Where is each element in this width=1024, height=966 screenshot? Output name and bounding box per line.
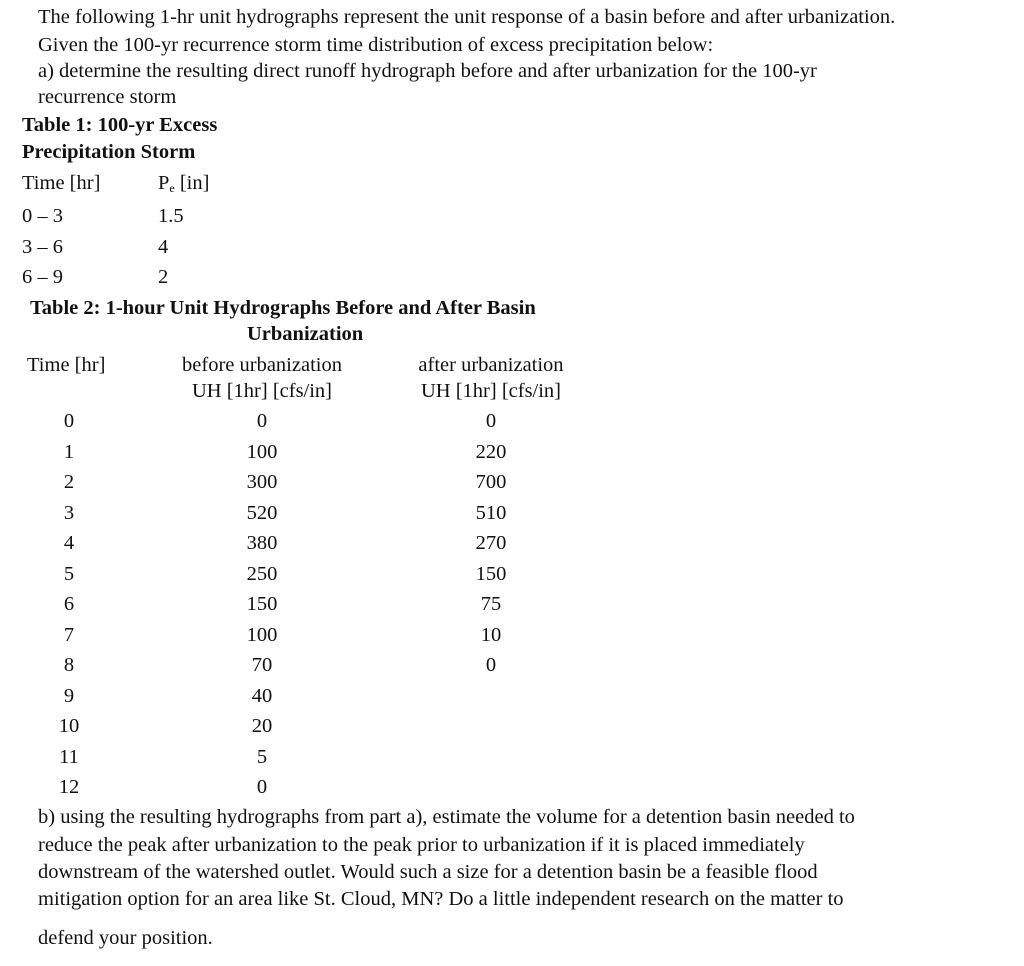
table2-row-after: 700 — [475, 471, 507, 493]
intro-line-1: The following 1-hr unit hydrographs represent the unit response of a basin before and after urbanization. — [38, 6, 896, 28]
table2-row-after: 270 — [475, 532, 507, 554]
table1-header-pe-subscript: e — [169, 181, 175, 195]
part-b-line-3: downstream of the watershed outlet. Would such a size for a detention basin be a feasible flood — [38, 861, 818, 883]
table1-row-time: 6 – 9 — [22, 266, 63, 288]
table2-row-after: 510 — [475, 502, 507, 524]
table2-row-before: 100 — [246, 624, 278, 646]
table2-title-line-2: Urbanization — [247, 323, 364, 345]
table2-row-after: 75 — [480, 593, 502, 615]
table2-row-before: 0 — [256, 410, 268, 432]
table2-header-before-2: UH [1hr] [cfs/in] — [191, 380, 333, 402]
table1-title-line-1: Table 1: 100-yr Excess — [22, 114, 218, 136]
table2-row-before: 40 — [251, 685, 273, 707]
table2-row-before: 250 — [246, 563, 278, 585]
table2-row-time: 8 — [63, 654, 75, 676]
table1-title-line-2: Precipitation Storm — [22, 141, 196, 163]
table2-row-time: 7 — [63, 624, 75, 646]
table2-row-time: 6 — [63, 593, 75, 615]
table1-row-time: 3 – 6 — [22, 236, 63, 258]
table2-row-after: 220 — [475, 441, 507, 463]
table2-row-after: 0 — [485, 654, 497, 676]
table2-row-before: 20 — [251, 715, 273, 737]
part-b-line-4: mitigation option for an area like St. Cloud, MN? Do a little independent research on the matter to — [38, 888, 844, 910]
table2-row-time: 5 — [63, 563, 75, 585]
part-b-line-5: defend your position. — [38, 927, 213, 949]
intro-line-2: Given the 100-yr recurrence storm time distribution of excess precipitation below: — [38, 34, 714, 56]
table2-row-after: 10 — [480, 624, 502, 646]
table2-row-time: 9 — [63, 685, 75, 707]
table2-header-before-1: before urbanization — [182, 354, 342, 376]
table1-header-time: Time [hr] — [22, 172, 101, 194]
table2-row-before: 300 — [246, 471, 278, 493]
part-a-line-2: recurrence storm — [38, 86, 177, 108]
table2-row-after: 0 — [485, 410, 497, 432]
part-a-line-1: a) determine the resulting direct runoff hydrograph before and after urbanization for the 100-yr — [38, 60, 817, 82]
table1-row-pe: 4 — [158, 236, 169, 258]
table2-row-before: 150 — [246, 593, 278, 615]
table2-header-time: Time [hr] — [27, 354, 106, 376]
table1-row-pe: 1.5 — [158, 205, 184, 227]
table1-header-pe-symbol: P — [158, 172, 170, 194]
table2-row-time: 3 — [63, 502, 75, 524]
part-b-line-2: reduce the peak after urbanization to the peak prior to urbanization if it is placed immediately — [38, 834, 805, 856]
table2-row-before: 520 — [246, 502, 278, 524]
table2-row-time: 2 — [63, 471, 75, 493]
table2-row-time: 10 — [58, 715, 80, 737]
table1-row-time: 0 – 3 — [22, 205, 63, 227]
table2-row-time: 4 — [63, 532, 75, 554]
table2-header-after-2: UH [1hr] [cfs/in] — [420, 380, 562, 402]
table2-row-time: 0 — [63, 410, 75, 432]
part-b-line-1: b) using the resulting hydrographs from part a), estimate the volume for a detention basin needed to — [38, 806, 855, 828]
table2-row-time: 11 — [59, 746, 79, 768]
table2-row-before: 0 — [256, 776, 268, 798]
table2-title-line-1: Table 2: 1-hour Unit Hydrographs Before and After Basin — [30, 297, 536, 319]
table1-header-pe-unit: [in] — [174, 172, 210, 194]
table2-row-before: 70 — [251, 654, 273, 676]
table1-row-pe: 2 — [158, 266, 169, 288]
table2-row-before: 100 — [246, 441, 278, 463]
table2-row-time: 12 — [58, 776, 80, 798]
table2-row-after: 150 — [475, 563, 507, 585]
table1-header-pe — [158, 173, 209, 194]
table2-header-after-1: after urbanization — [418, 354, 564, 376]
table2-row-before: 380 — [246, 532, 278, 554]
table2-row-before: 5 — [256, 746, 268, 768]
table2-row-time: 1 — [63, 441, 75, 463]
